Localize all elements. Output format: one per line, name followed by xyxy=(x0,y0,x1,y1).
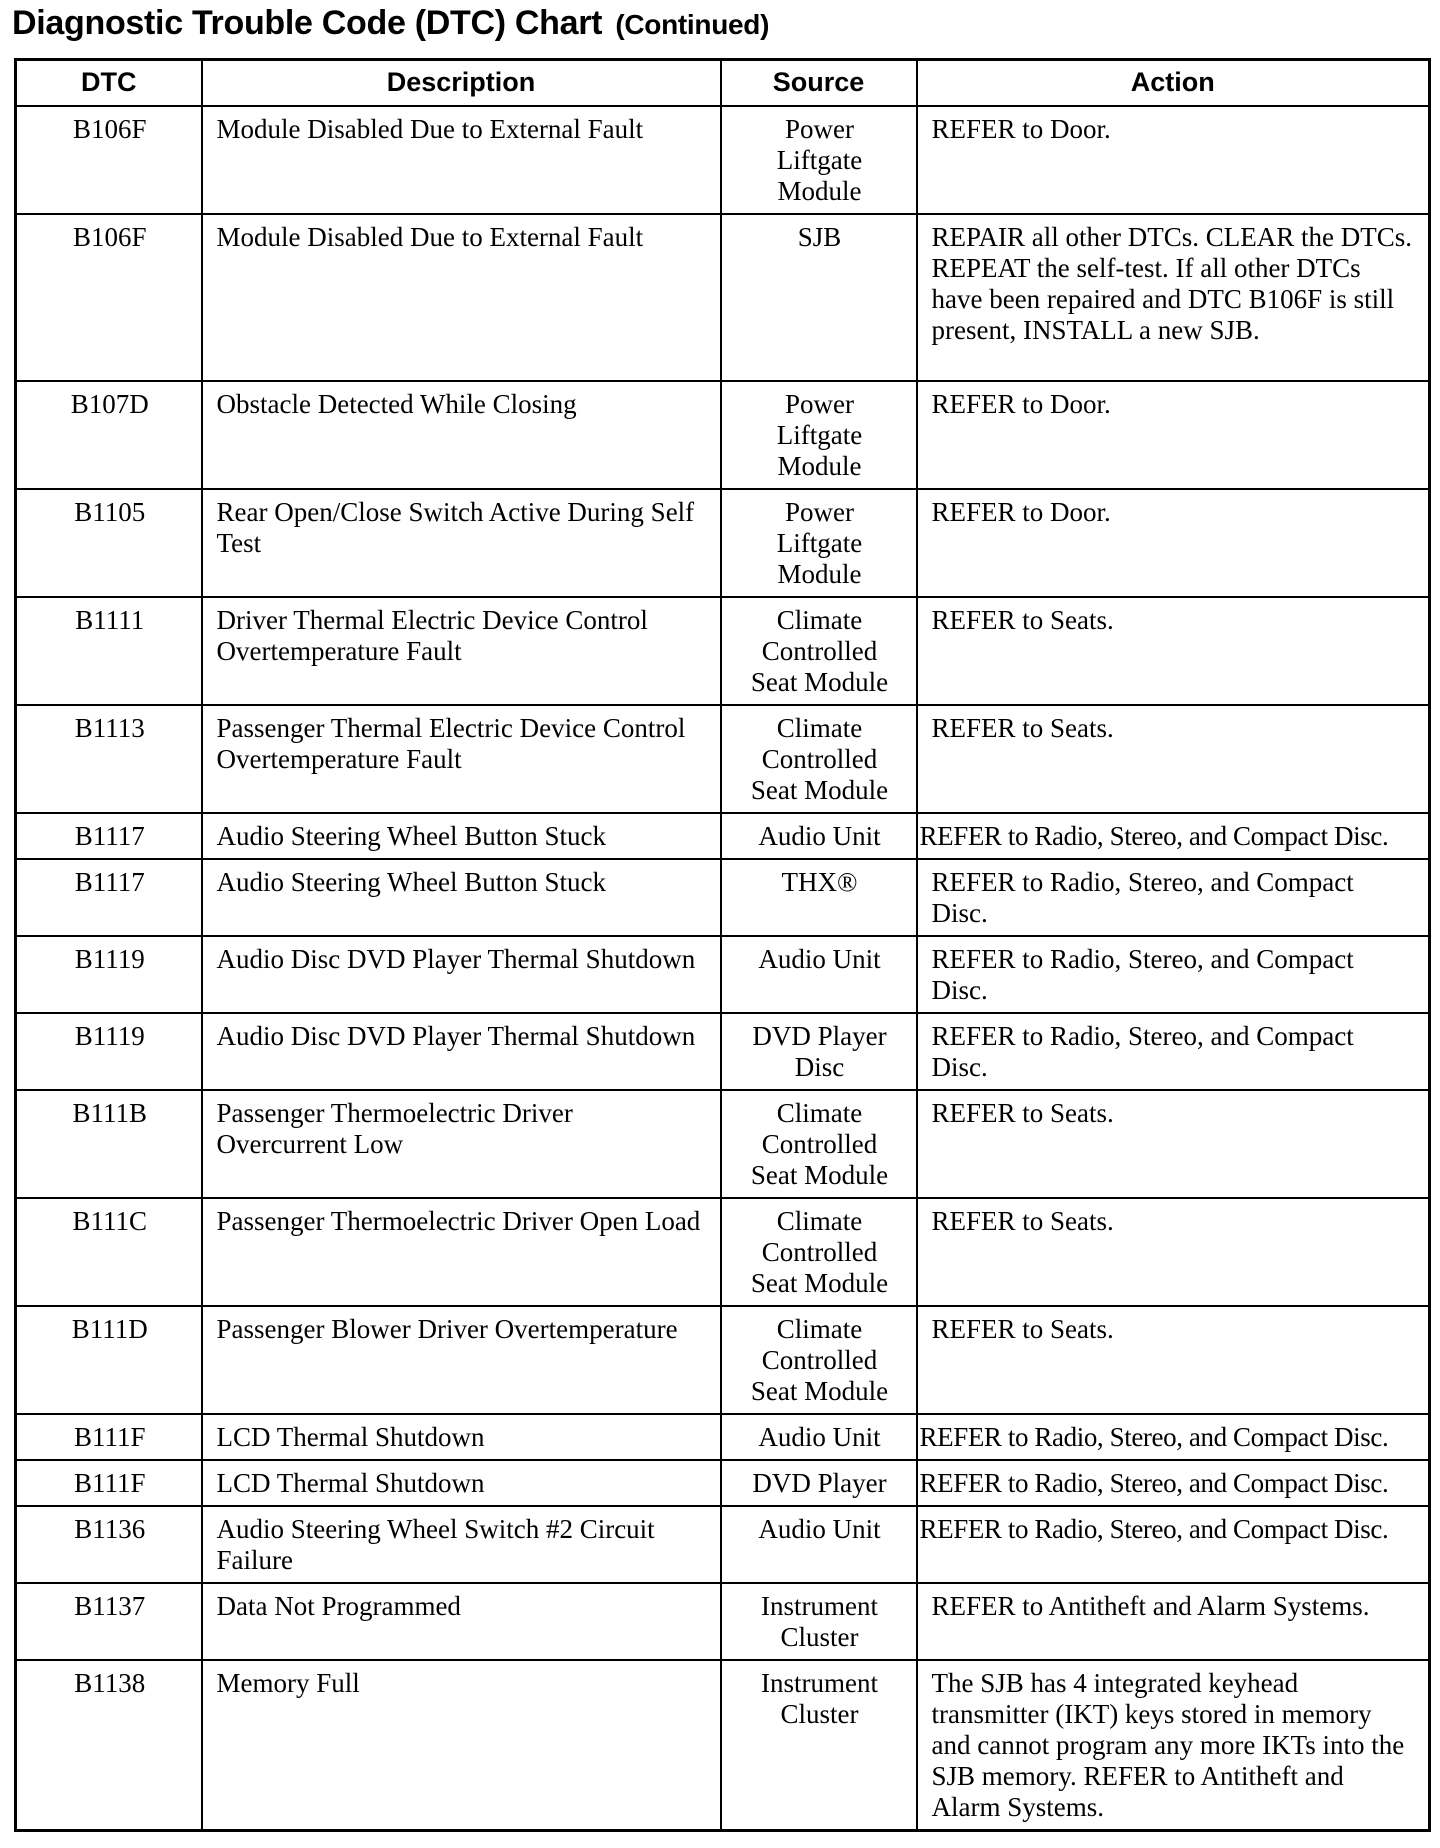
source-line: Controlled xyxy=(761,635,878,666)
table-row xyxy=(16,489,1430,597)
description-cell: Obstacle Detected While Closing xyxy=(202,381,721,489)
source-line: Audio Unit xyxy=(758,820,881,851)
action-cell: REFER to Antitheft and Alarm Systems. xyxy=(917,1583,1430,1660)
source-cell xyxy=(721,1583,917,1660)
description-cell: Passenger Thermal Electric Device Control Overtemperature Fault xyxy=(202,705,721,813)
source-cell xyxy=(721,1013,917,1090)
dtc-code-cell: B1111 xyxy=(16,597,202,705)
source-line: Module xyxy=(777,450,862,481)
source-cell xyxy=(721,597,917,705)
dtc-code-cell: B1117 xyxy=(16,859,202,936)
table-row xyxy=(16,705,1430,813)
page-title xyxy=(12,4,769,43)
table-row xyxy=(16,214,1430,381)
description-cell: Audio Steering Wheel Switch #2 Circuit Failure xyxy=(202,1506,721,1583)
source-line: Cluster xyxy=(780,1698,859,1729)
action-cell: REFER to Seats. xyxy=(917,705,1430,813)
table-row xyxy=(16,1198,1430,1306)
source-cell xyxy=(721,1506,917,1583)
description-cell: Driver Thermal Electric Device Control Overtemperature Fault xyxy=(202,597,721,705)
source-line: Controlled xyxy=(761,1236,878,1267)
source-line: Climate xyxy=(776,604,863,635)
dtc-code-cell: B106F xyxy=(16,214,202,381)
source-line: Liftgate xyxy=(776,144,863,175)
table-row xyxy=(16,106,1430,214)
description-cell: Module Disabled Due to External Fault xyxy=(202,214,721,381)
table-row xyxy=(16,1460,1430,1506)
description-cell: Audio Disc DVD Player Thermal Shutdown xyxy=(202,936,721,1013)
action-cell: REFER to Seats. xyxy=(917,1198,1430,1306)
action-cell: REFER to Seats. xyxy=(917,597,1430,705)
source-cell xyxy=(721,936,917,1013)
dtc-code-cell: B1119 xyxy=(16,936,202,1013)
description-cell: Audio Steering Wheel Button Stuck xyxy=(202,813,721,859)
table-row xyxy=(16,1306,1430,1414)
description-cell: LCD Thermal Shutdown xyxy=(202,1414,721,1460)
source-line: Seat Module xyxy=(750,1375,889,1406)
table-row xyxy=(16,936,1430,1013)
source-cell xyxy=(721,489,917,597)
dtc-code-cell: B106F xyxy=(16,106,202,214)
description-cell: Memory Full xyxy=(202,1660,721,1831)
dtc-table xyxy=(14,58,1431,1832)
source-line: SJB xyxy=(797,221,842,252)
source-line: Disc xyxy=(794,1051,845,1082)
source-line: Liftgate xyxy=(776,527,863,558)
title-text: Diagnostic Trouble Code (DTC) Chart xyxy=(12,4,603,42)
source-line: DVD Player xyxy=(752,1467,887,1498)
source-cell xyxy=(721,1460,917,1506)
source-cell xyxy=(721,813,917,859)
dtc-code-cell: B1138 xyxy=(16,1660,202,1831)
source-line: Instrument xyxy=(761,1590,878,1621)
source-line: Module xyxy=(777,558,862,589)
action-cell: REFER to Radio, Stereo, and Compact Disc. xyxy=(917,1460,1430,1506)
dtc-code-cell: B1113 xyxy=(16,705,202,813)
source-line: Seat Module xyxy=(750,774,889,805)
action-cell: REPAIR all other DTCs. CLEAR the DTCs. REPEAT the self-test. If all other DTCs have been repaired and DTC B106F is still present, INSTALL a new SJB. xyxy=(917,214,1430,381)
source-cell xyxy=(721,381,917,489)
source-line: Power xyxy=(785,496,854,527)
table-header-row xyxy=(16,60,1430,106)
source-cell xyxy=(721,106,917,214)
action-cell: REFER to Radio, Stereo, and Compact Disc. xyxy=(917,1414,1430,1460)
source-line: Controlled xyxy=(761,743,878,774)
source-line: THX® xyxy=(781,866,858,897)
action-cell: The SJB has 4 integrated keyhead transmitter (IKT) keys stored in memory and cannot program any more IKTs into the SJB memory. REFER to Antitheft and Alarm Systems. xyxy=(917,1660,1430,1831)
description-cell: Module Disabled Due to External Fault xyxy=(202,106,721,214)
source-cell xyxy=(721,1198,917,1306)
action-cell: REFER to Radio, Stereo, and Compact Disc. xyxy=(917,859,1430,936)
source-line: Climate xyxy=(776,1205,863,1236)
action-cell: REFER to Radio, Stereo, and Compact Disc. xyxy=(917,1013,1430,1090)
description-cell: LCD Thermal Shutdown xyxy=(202,1460,721,1506)
source-line: Liftgate xyxy=(776,419,863,450)
source-line: Instrument xyxy=(761,1667,878,1698)
header-dtc: DTC xyxy=(16,60,202,106)
source-cell xyxy=(721,1414,917,1460)
source-cell xyxy=(721,1306,917,1414)
source-line: Audio Unit xyxy=(758,1513,881,1544)
description-cell: Passenger Thermoelectric Driver Overcurrent Low xyxy=(202,1090,721,1198)
table-row xyxy=(16,1506,1430,1583)
table-row xyxy=(16,1414,1430,1460)
action-cell: REFER to Radio, Stereo, and Compact Disc. xyxy=(917,1506,1430,1583)
dtc-code-cell: B1119 xyxy=(16,1013,202,1090)
dtc-code-cell: B1137 xyxy=(16,1583,202,1660)
table-body xyxy=(16,106,1430,1831)
header-description: Description xyxy=(202,60,721,106)
source-cell xyxy=(721,1660,917,1831)
table-row xyxy=(16,813,1430,859)
source-line: Climate xyxy=(776,712,863,743)
table-row xyxy=(16,859,1430,936)
action-cell: REFER to Door. xyxy=(917,489,1430,597)
source-cell xyxy=(721,859,917,936)
description-cell: Audio Steering Wheel Button Stuck xyxy=(202,859,721,936)
title-suffix: (Continued) xyxy=(615,9,770,40)
source-line: Audio Unit xyxy=(758,1421,881,1452)
source-line: Cluster xyxy=(780,1621,859,1652)
dtc-code-cell: B1117 xyxy=(16,813,202,859)
description-cell: Data Not Programmed xyxy=(202,1583,721,1660)
source-line: Climate xyxy=(776,1097,863,1128)
description-cell: Rear Open/Close Switch Active During Self Test xyxy=(202,489,721,597)
source-cell xyxy=(721,1090,917,1198)
action-cell: REFER to Radio, Stereo, and Compact Disc. xyxy=(917,813,1430,859)
table-row xyxy=(16,1013,1430,1090)
description-cell: Audio Disc DVD Player Thermal Shutdown xyxy=(202,1013,721,1090)
table-row xyxy=(16,381,1430,489)
dtc-code-cell: B1105 xyxy=(16,489,202,597)
action-cell: REFER to Radio, Stereo, and Compact Disc. xyxy=(917,936,1430,1013)
action-cell: REFER to Door. xyxy=(917,381,1430,489)
source-line: Module xyxy=(777,175,862,206)
table-row xyxy=(16,1583,1430,1660)
action-cell: REFER to Seats. xyxy=(917,1090,1430,1198)
source-line: Controlled xyxy=(761,1128,878,1159)
source-cell xyxy=(721,705,917,813)
dtc-code-cell: B111F xyxy=(16,1460,202,1506)
dtc-code-cell: B107D xyxy=(16,381,202,489)
table-row xyxy=(16,597,1430,705)
action-cell: REFER to Door. xyxy=(917,106,1430,214)
table-row xyxy=(16,1660,1430,1831)
header-source: Source xyxy=(721,60,917,106)
source-line: Seat Module xyxy=(750,666,889,697)
dtc-code-cell: B111C xyxy=(16,1198,202,1306)
description-cell: Passenger Thermoelectric Driver Open Load xyxy=(202,1198,721,1306)
source-line: Audio Unit xyxy=(758,943,881,974)
source-cell xyxy=(721,214,917,381)
action-cell: REFER to Seats. xyxy=(917,1306,1430,1414)
dtc-code-cell: B111B xyxy=(16,1090,202,1198)
dtc-code-cell: B111D xyxy=(16,1306,202,1414)
source-line: Climate xyxy=(776,1313,863,1344)
dtc-code-cell: B111F xyxy=(16,1414,202,1460)
header-action: Action xyxy=(917,60,1430,106)
source-line: Power xyxy=(785,388,854,419)
dtc-code-cell: B1136 xyxy=(16,1506,202,1583)
table-row xyxy=(16,1090,1430,1198)
source-line: Power xyxy=(785,113,854,144)
description-cell: Passenger Blower Driver Overtemperature xyxy=(202,1306,721,1414)
source-line: Seat Module xyxy=(750,1267,889,1298)
source-line: DVD Player xyxy=(752,1020,887,1051)
source-line: Controlled xyxy=(761,1344,878,1375)
source-line: Seat Module xyxy=(750,1159,889,1190)
